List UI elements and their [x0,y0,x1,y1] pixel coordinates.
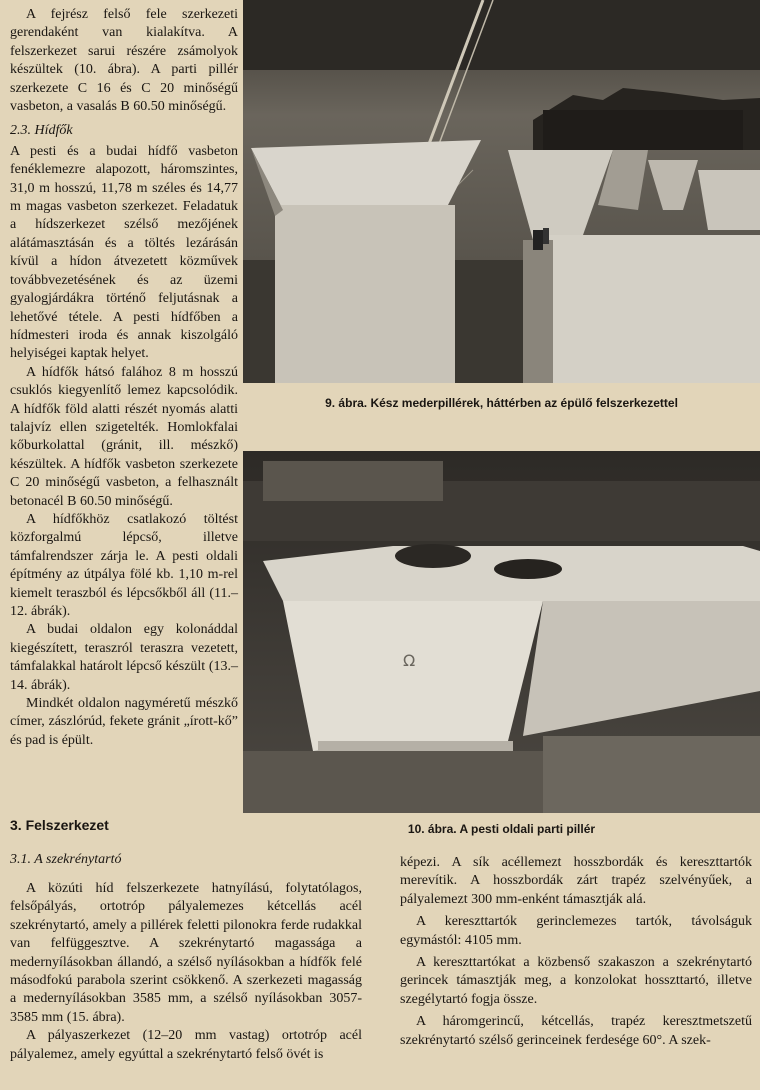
svg-text:Ω: Ω [403,651,416,670]
figure-9-photo [243,0,760,383]
paragraph-abutments-slab: A hídfők hátsó falához 8 m hosszú csuklós kiegyenlítő lemez kapcsolódik. A hídfők föld alatti részét nyomás alatti talajvíz ellen szigetelték. Homlokfalai kőburkolattal (gránit, ill. mészkő) készültek. A hídfők vasbeton szerkezete C 20 minőségű vasbeton, a felhasznált betonacél B 60.50 minőségű. [10,364,238,509]
paragraph-cross-girders: A kereszttartók gerinclemezes tartók, távolságuk egymástól: 4105 mm. [400,914,752,948]
figure-10-caption: 10. ábra. A pesti oldali parti pillér [407,822,596,836]
subsection-heading-3-1: 3.1. A szekrénytartó [10,852,122,867]
paragraph-both-sides: Mindkét oldalon nagyméretű mészkő címer, zászlórúd, fekete gránit „írott-kő” és pad is épült. [10,696,238,748]
paragraph-abutment-head: A fejrész felső fele szerkezeti gerendaként van kialakítva. A felszerkezet sarui részére zsámolyok készültek (10. ábra). A parti pillér szerkezete C 16 és C 20 minőségű vasbeton, a vasalás B 60.50 minőségű. [10,7,238,115]
left-text-column [10,6,238,750]
figure-10-photo [243,451,760,813]
bottom-left-text-column [10,880,362,1064]
paragraph-abutments-stairs: A hídfőkhöz csatlakozó töltést közforgalmú lépcső, illetve támfalrendszer zárja le. A pesti oldali építmény az útpálya fölé kb. 1,10 m-rel kiemelt teraszból és lépcsőkből áll (11.–12. ábrák). [10,511,238,619]
paragraph-deck: A pályaszerkezet (12–20 mm vastag) ortotróp acél pályalemez, amely egyúttal a szekrénytartó felső övét is [10,1028,362,1062]
paragraph-abutments-intro: A pesti és a budai hídfő vasbeton fenéklemezre alapozott, háromszintes, 31,0 m hosszú, 11,78 m széles és 14,77 m magas vasbeton szerkezet. Feladatuk a hídszerkezet szélső mezőjének alátámasztásán és a töltés lezárásán kívül a hídon átvezetett közművek továbbvezetésének és az üzemi gyalogjárdákra történő feljutásnak a lehetővé tétele. A pesti hídfőben a hídmesteri iroda és annak kiszolgáló helyiségei kaptak helyet. [10,143,238,362]
figure-9-caption: 9. ábra. Kész mederpillérek, háttérben az épülő felszerkezettel [325,396,678,410]
paragraph-box-girder-webs: A háromgerincű, kétcellás, trapéz keresztmetszetű szekrénytartó szélső gerinceinek ferdesége 60°. A szek- [400,1014,752,1048]
paragraph-cross-girder-support: A kereszttartókat a közbenső szakaszon a szekrénytartó gerincek támasztják meg, a konzolokat hosszttartó, illetve szegélytartó fogja össze. [400,955,752,1007]
paragraph-superstructure: A közúti híd felszerkezete hatnyílású, folytatólagos, felsőpályás, ortotróp pályalemezes kétcellás acél szekrénytartó, amely a pillérek feletti pilonokra ferde rudakkal van felfüggesztve. A szekrénytartó magassága a medernyílásokban állandó, a szélső nyílásokban a hídfők felé másodfokú parabola szerint csökkenő. A szerkezeti magasság a medernyílásokban 3585 mm, a szélső nyílásokban 3057-3585 mm (15. ábra). [10,881,362,1025]
subsection-heading-2-3: 2.3. Hídfők [10,123,73,139]
bottom-right-text-column [400,854,752,1050]
paragraph-deck-continued: képezi. A sík acéllemezt hosszbordák és kereszttartók merevítik. A hosszbordák zárt trapéz szelvényűek, a pályalemezt 300 mm-enként támasztják alá. [400,855,752,907]
paragraph-buda-side: A budai oldalon egy kolonáddal kiegészített, teraszról teraszra vezetett, támfalakkal határolt lépcső készült (13.–14. ábrák). [10,622,238,693]
section-heading-3: 3. Felszerkezet [10,817,109,833]
